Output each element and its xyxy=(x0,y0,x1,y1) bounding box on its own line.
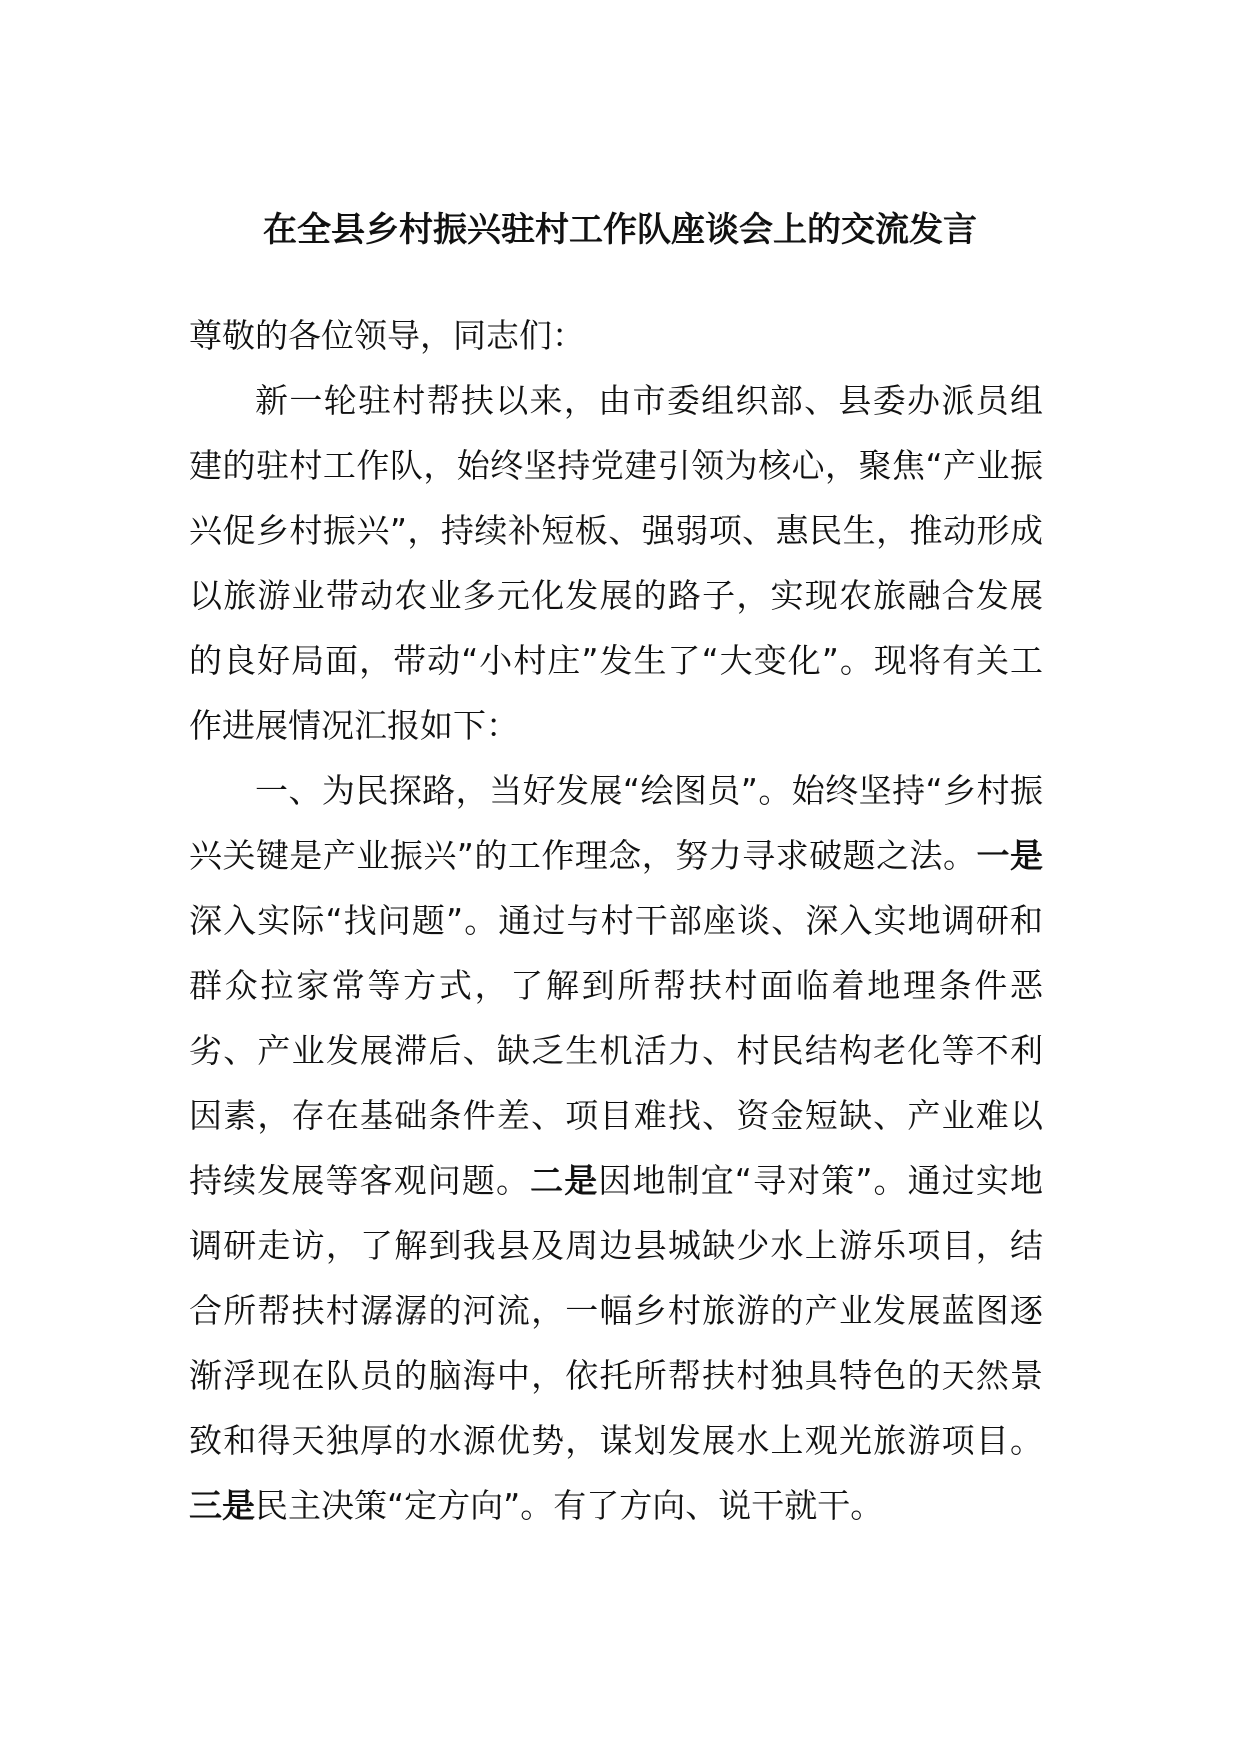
point-three-text: 民主决策“定方向”。有了方向、说干就干。 xyxy=(255,1486,884,1525)
section-one-heading: 一、为民探路，当好发展“绘图员”。始终坚持“乡村振兴关键是产业振兴”的工作理念，努力寻求破题之法。 xyxy=(189,771,1043,875)
salutation: 尊敬的各位领导，同志们： xyxy=(189,316,585,355)
point-one-lead: 一是 xyxy=(976,836,1043,875)
document-body xyxy=(189,303,1043,1538)
point-one-text: 深入实际“找问题”。通过与村干部座谈、深入实地调研和群众拉家常等方式，了解到所帮扶村面临着地理条件恶劣、产业发展滞后、缺乏生机活力、村民结构老化等不利因素，存在基础条件差、项目难找、资金短缺、产业难以持续发展等客观问题。 xyxy=(189,901,1043,1200)
point-two-lead: 二是 xyxy=(530,1161,599,1200)
paragraph-intro: 新一轮驻村帮扶以来，由市委组织部、县委办派员组建的驻村工作队，始终坚持党建引领为核心，聚焦“产业振兴促乡村振兴”，持续补短板、强弱项、惠民生，推动形成以旅游业带动农业多元化发展的路子，实现农旅融合发展的良好局面，带动“小村庄”发生了“大变化”。现将有关工作进展情况汇报如下： xyxy=(189,381,1043,745)
document-title: 在全县乡村振兴驻村工作队座谈会上的交流发言 xyxy=(263,210,977,250)
paragraph-section-one xyxy=(189,758,1043,1538)
point-three-lead: 三是 xyxy=(189,1486,255,1525)
point-two-text: 因地制宜“寻对策”。通过实地调研走访，了解到我县及周边县城缺少水上游乐项目，结合所帮扶村潺潺的河流，一幅乡村旅游的产业发展蓝图逐渐浮现在队员的脑海中，依托所帮扶村独具特色的天然景致和得天独厚的水源优势，谋划发展水上观光旅游项目。 xyxy=(189,1161,1044,1460)
